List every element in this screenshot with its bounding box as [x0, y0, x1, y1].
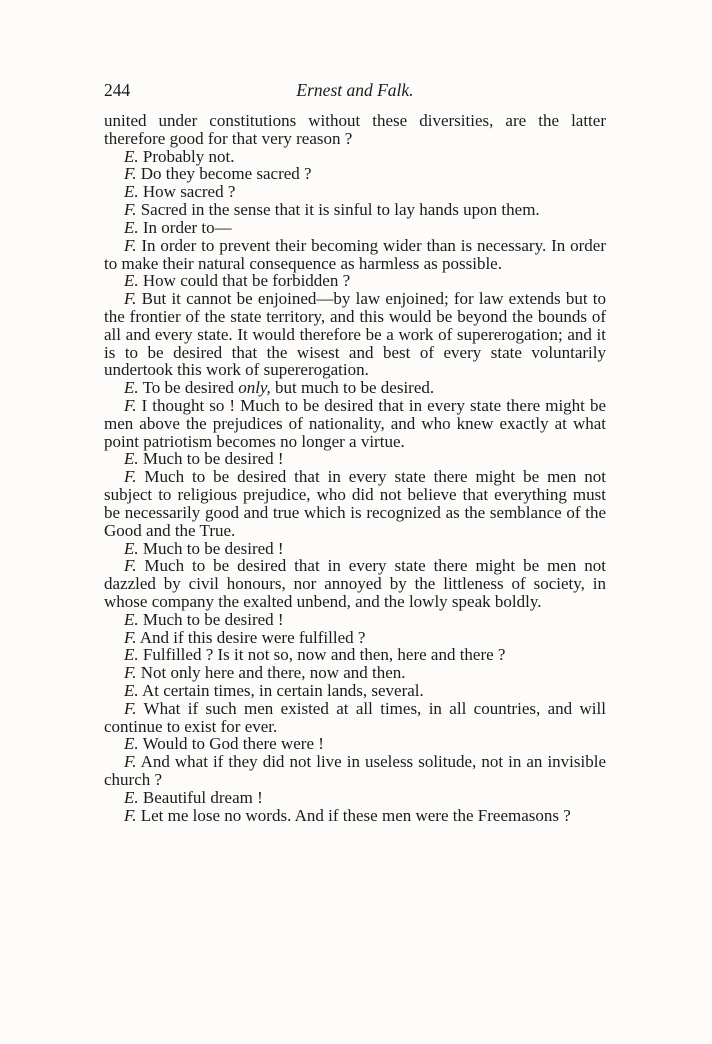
dialogue-paragraph	[104, 682, 606, 700]
speaker-label: F.	[124, 200, 137, 220]
dialogue-paragraph	[104, 148, 606, 166]
paragraph-text: Fulfilled ? Is it not so, now and then, here and there ?	[142, 645, 506, 665]
dialogue-paragraph	[104, 237, 606, 273]
speaker-label: E.	[124, 734, 139, 754]
speaker-label: F.	[124, 164, 137, 184]
dialogue-paragraph	[104, 379, 606, 397]
paragraph-text: Much to be desired that in every state there might be men not dazzled by civil honours, nor annoyed by the littleness of society, in whose company the exalted unbend, and the lowly speak boldly.	[104, 556, 607, 611]
speaker-label: F.	[124, 467, 137, 487]
speaker-label: E.	[124, 645, 139, 665]
speaker-label: F.	[124, 235, 137, 255]
paragraph-text: Much to be desired that in every state there might be men not subject to religious prejudice, who did not believe that everything must be necessarily good and true which is recognized as the semblance of the Good and the True.	[104, 467, 607, 540]
speaker-label: E.	[124, 449, 139, 469]
page-number: 244	[104, 80, 131, 100]
dialogue-paragraph	[104, 290, 606, 379]
paragraph-text: I thought so ! Much to be desired that in every state there might be men above the prejudices of nationality, and who knew exactly at what point patriotism becomes no longer a virtue.	[104, 396, 607, 451]
dialogue-paragraph	[104, 183, 606, 201]
paragraph-text: To be desired	[142, 378, 234, 398]
dialogue-paragraph	[104, 807, 606, 825]
dialogue-paragraph	[104, 646, 606, 664]
speaker-label: F.	[124, 556, 137, 576]
speaker-label: F.	[124, 698, 137, 718]
paragraph-text: How sacred ?	[142, 182, 236, 202]
speaker-label: E.	[124, 217, 139, 237]
dialogue-paragraph	[104, 219, 606, 237]
dialogue-paragraph	[104, 557, 606, 610]
speaker-label: E.	[124, 378, 139, 398]
paragraph-text: Much to be desired !	[142, 609, 284, 629]
speaker-label: F.	[124, 627, 137, 647]
dialogue-paragraph	[104, 611, 606, 629]
paragraph-text: united under constitutions without these diversities, are the latter therefore good for that very reason ?	[104, 111, 606, 148]
dialogue-paragraph	[104, 540, 606, 558]
paragraph-text: In order to—	[142, 217, 232, 237]
speaker-label: F.	[124, 289, 137, 309]
speaker-label: E.	[124, 182, 139, 202]
paragraph-text: Beautiful dream !	[142, 787, 263, 807]
speaker-label: F.	[124, 805, 137, 825]
paragraph-text: Not only here and there, now and then.	[140, 663, 406, 683]
speaker-label: E.	[124, 681, 139, 700]
speaker-label: E.	[124, 609, 139, 629]
page-header	[104, 80, 606, 104]
paragraph-text: But it cannot be enjoined—by law enjoined; for law extends but to the frontier of the state territory, and this would be beyond the bounds of all and every state. It would therefore be a work of supererogation; and it is to be desired that the wisest and best of every state voluntarily undertook this work of supererogation.	[104, 289, 606, 380]
paragraph-text: In order to prevent their becoming wider than is necessary. In order to make their natural consequence as harmless as possible.	[104, 235, 607, 273]
speaker-label: E.	[124, 271, 139, 291]
dialogue-paragraph	[104, 450, 606, 468]
dialogue-paragraph	[104, 700, 606, 736]
dialogue-paragraph	[104, 629, 606, 647]
speaker-label: F.	[124, 752, 137, 772]
speaker-label: F.	[124, 396, 137, 415]
dialogue-paragraph	[104, 468, 606, 539]
dialogue-paragraph	[104, 201, 606, 219]
dialogue-text	[104, 112, 606, 825]
paragraph-text: What if such men existed at all times, in all countries, and will continue to exist for ever.	[104, 698, 606, 736]
paragraph-text: And what if they did not live in useless solitude, not in an invisible church ?	[104, 752, 606, 790]
emphasized-word: only,	[238, 378, 271, 398]
paragraph-text: And if this desire were fulfilled ?	[139, 627, 366, 647]
paragraph-text: Sacred in the sense that it is sinful to lay hands upon them.	[140, 200, 540, 220]
dialogue-paragraph	[104, 165, 606, 183]
dialogue-paragraph	[104, 664, 606, 682]
paragraph-text: Probably not.	[142, 146, 235, 166]
paragraph-text: Much to be desired !	[142, 449, 284, 469]
dialogue-paragraph	[104, 789, 606, 807]
running-title: Ernest and Falk.	[296, 80, 414, 100]
paragraph-text: How could that be forbidden ?	[142, 271, 351, 291]
paragraph-text: At certain times, in certain lands, several.	[141, 681, 424, 700]
speaker-label: E.	[124, 538, 139, 558]
speaker-label: E.	[124, 146, 139, 166]
speaker-label: F.	[124, 663, 137, 683]
paragraph-text-after: but much to be desired.	[275, 378, 435, 398]
paragraph-text: Much to be desired !	[142, 538, 284, 558]
paragraph-text: Would to God there were !	[142, 734, 324, 754]
dialogue-paragraph	[104, 272, 606, 290]
dialogue-paragraph	[104, 753, 606, 789]
speaker-label: E.	[124, 787, 139, 807]
dialogue-paragraph	[104, 112, 606, 148]
paragraph-text: Let me lose no words. And if these men were the Freemasons ?	[140, 805, 571, 825]
paragraph-text: Do they become sacred ?	[140, 164, 312, 184]
dialogue-paragraph	[104, 397, 606, 450]
dialogue-paragraph	[104, 735, 606, 753]
